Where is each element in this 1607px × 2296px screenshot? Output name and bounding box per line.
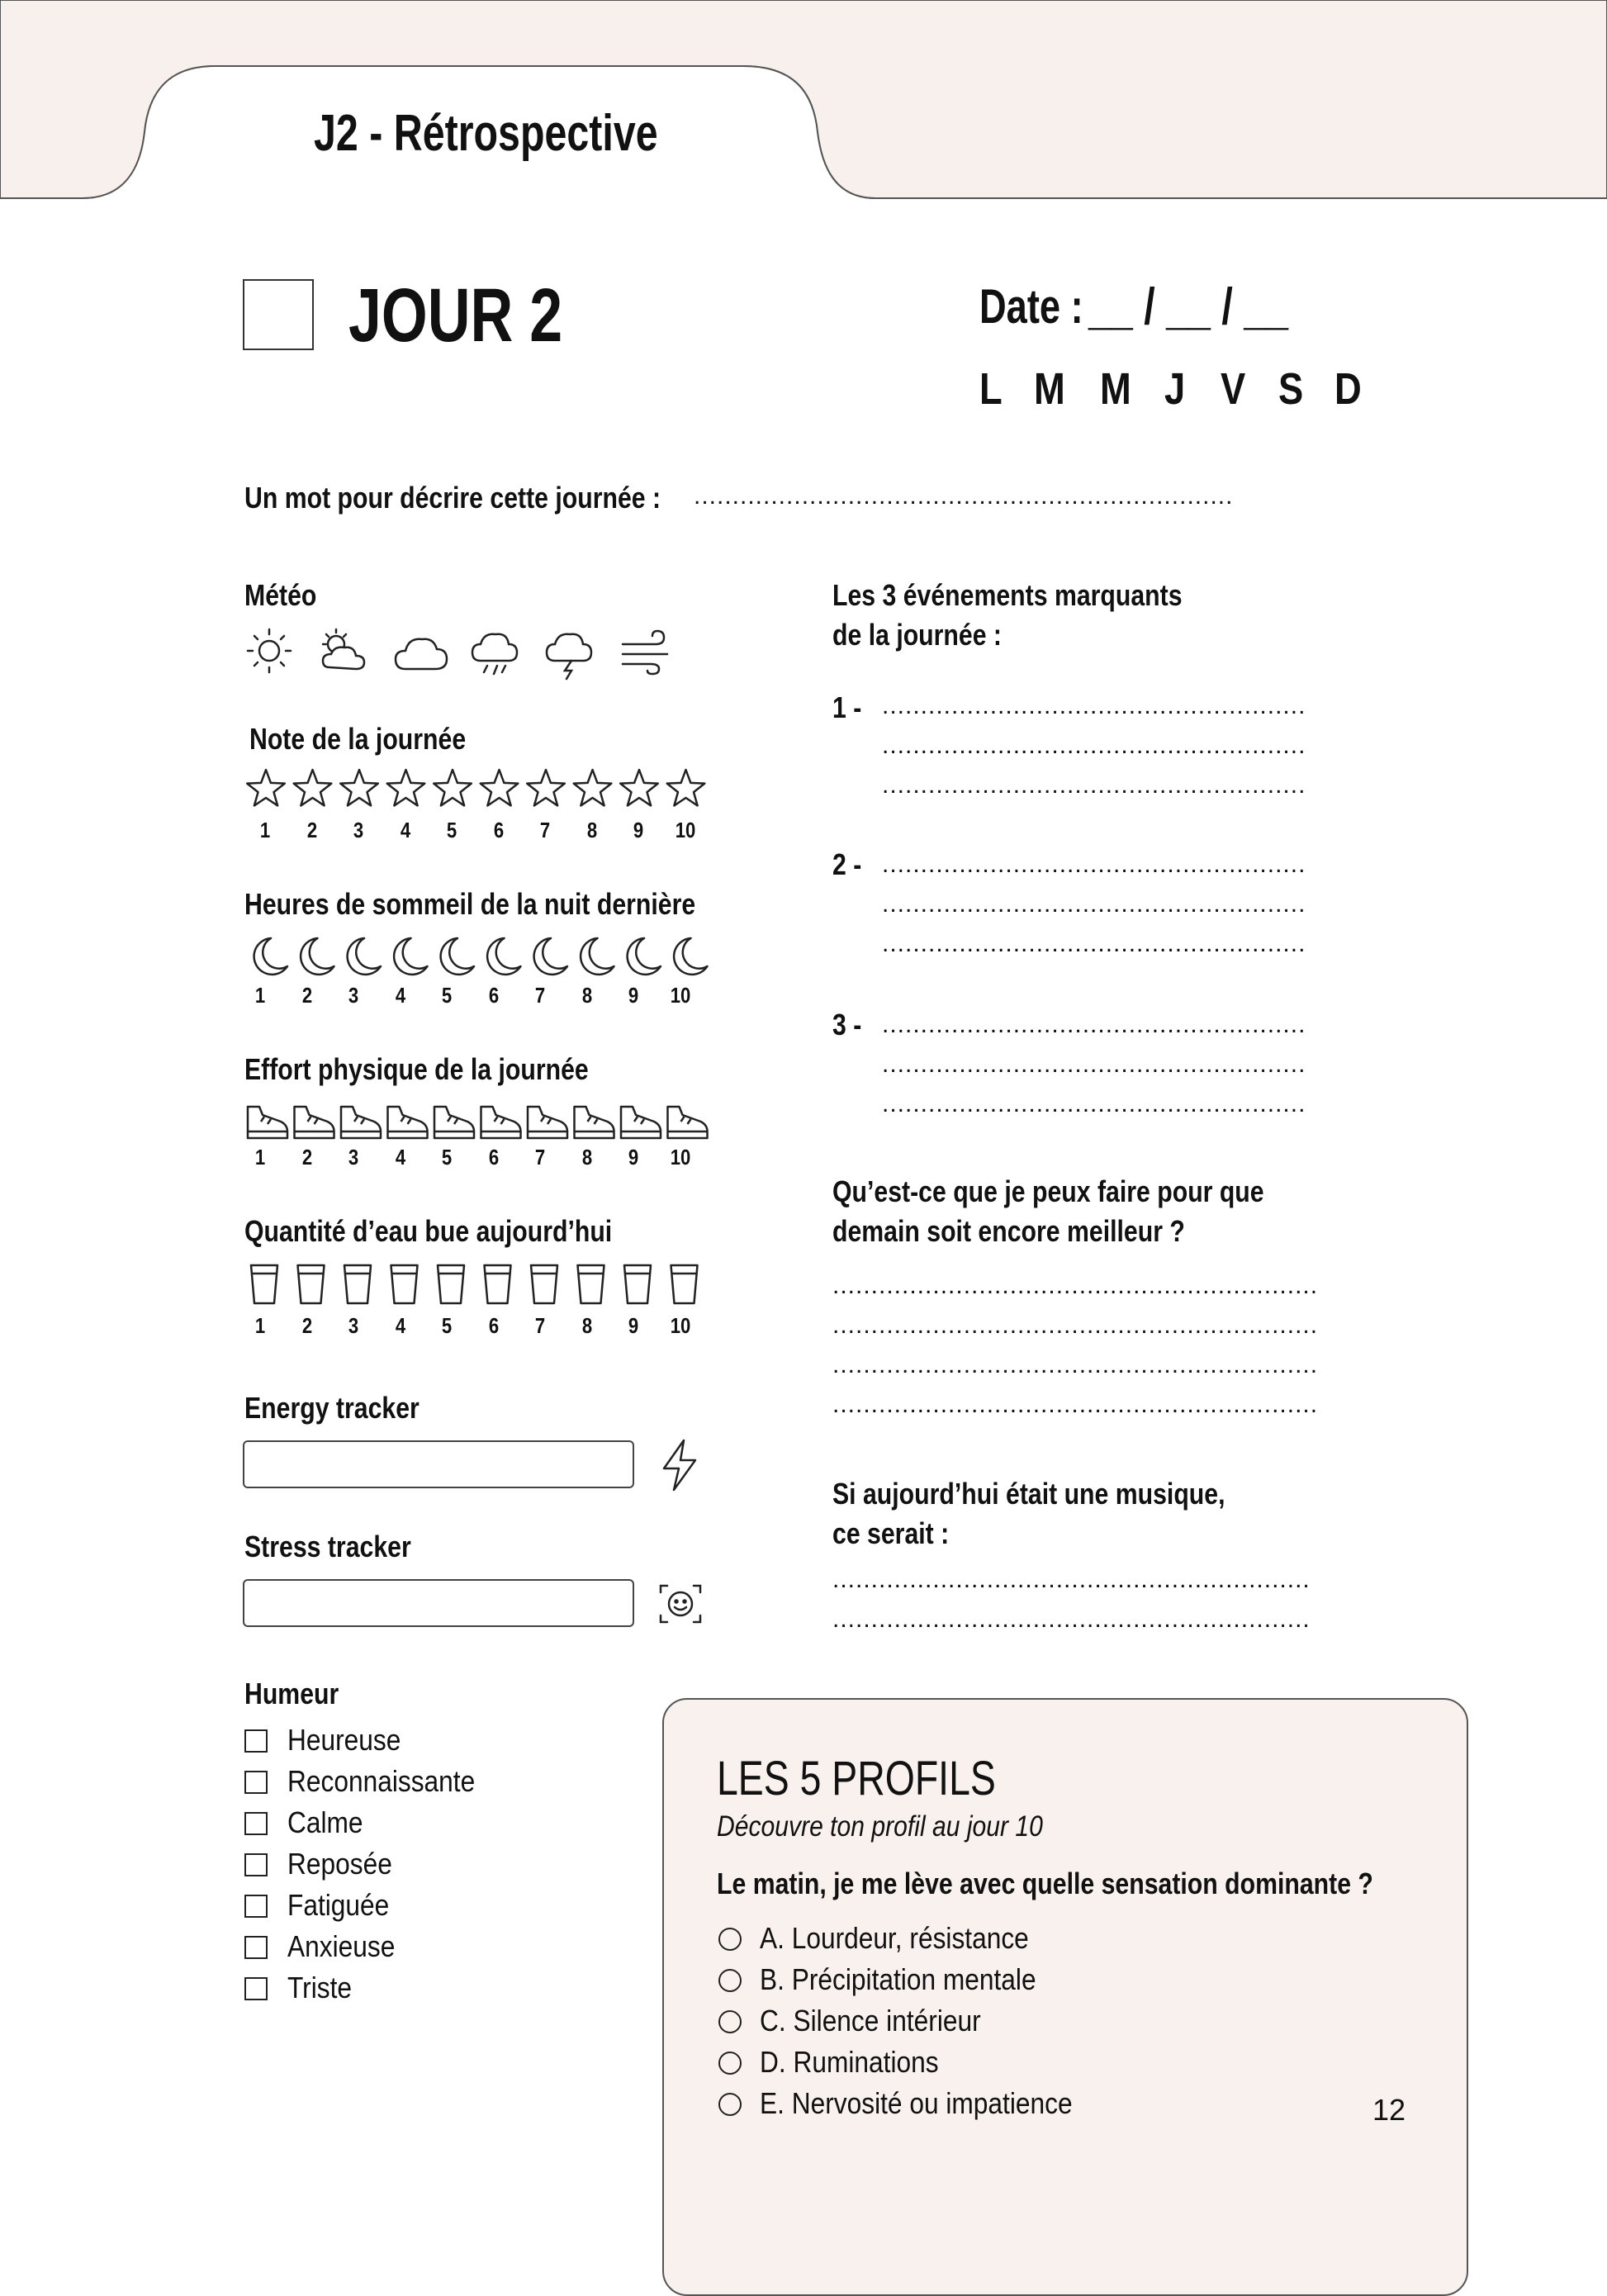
effort-number: 3 [348,1145,359,1169]
humeur-option-label: Reposée [287,1847,392,1881]
energy-label: Energy tracker [244,1391,420,1425]
sun-cloud-icon[interactable] [323,629,364,669]
profil-option-label: B. Précipitation mentale [760,1962,1036,1996]
profil-radio[interactable] [718,2010,742,2033]
sommeil-number: 9 [628,983,639,1008]
glass-icon[interactable] [624,1265,651,1303]
moon-icon[interactable] [628,938,661,975]
sommeil-number: 3 [348,983,359,1008]
moon-icon[interactable] [487,938,520,975]
note-number: 7 [539,818,551,842]
cloud-icon[interactable] [396,639,447,669]
moon-icon[interactable] [394,938,427,975]
moons-row [244,933,715,980]
note-number: 3 [353,818,364,842]
profil-option-label: A. Lourdeur, résistance [760,1921,1029,1955]
humeur-option-label: Heureuse [287,1723,401,1757]
event-line[interactable]: ....................................................... [882,1051,1306,1078]
humeur-option[interactable] [244,1805,657,1847]
effort-number: 10 [670,1145,690,1169]
stress-label: Stress tracker [244,1530,411,1563]
humeur-checkbox[interactable] [244,1771,268,1794]
humeur-checkbox[interactable] [244,1853,268,1876]
humeur-checkbox[interactable] [244,1895,268,1918]
humeur-option[interactable] [244,1971,657,2012]
improve-line1: Qu’est-ce que je peux faire pour que [832,1174,1264,1208]
effort-number: 6 [488,1145,499,1169]
stress-bar[interactable] [243,1579,634,1627]
glass-icon[interactable] [671,1265,698,1303]
moon-icon[interactable] [254,938,287,975]
event-number-2: 2 - [832,847,862,881]
sommeil-number: 4 [395,983,405,1008]
header-band [0,0,1607,202]
moon-icon[interactable] [674,938,707,975]
humeur-option[interactable] [244,1847,657,1888]
weekday-j[interactable]: J [1164,364,1186,414]
event-line[interactable]: ....................................................... [882,890,1306,918]
music-line[interactable]: .............................................................. [832,1606,1311,1633]
lightning-icon [659,1439,700,1492]
weekday-l[interactable]: L [979,364,1003,414]
glass-icon[interactable] [251,1265,277,1303]
event-line[interactable]: ....................................................... [882,732,1306,759]
humeur-option[interactable] [244,1764,657,1805]
glass-icon[interactable] [344,1265,371,1303]
moon-icon[interactable] [534,938,567,975]
humeur-checkbox[interactable] [244,1812,268,1835]
note-number: 1 [259,818,271,842]
meteo-icons [239,621,677,679]
weekday-d[interactable]: D [1334,364,1362,414]
glass-icon[interactable] [578,1265,604,1303]
event-line[interactable]: ....................................................... [882,1090,1306,1117]
profil-radio[interactable] [718,2093,742,2116]
day-title: JOUR 2 [348,273,563,358]
stars-row [244,766,715,813]
event-line[interactable]: ....................................................... [882,692,1306,719]
profil-option-label: C. Silence intérieur [760,2004,981,2037]
shoe-icon[interactable] [248,1107,287,1138]
profils-question: Le matin, je me lève avec quelle sensation dominante ? [717,1867,1373,1900]
glass-icon[interactable] [391,1265,418,1303]
day-done-checkbox[interactable] [243,279,314,350]
event-number-3: 3 - [832,1008,862,1041]
profils-subtitle: Découvre ton profil au jour 10 [717,1810,1043,1843]
star-icon[interactable] [527,770,565,805]
event-number-1: 1 - [832,690,862,724]
glass-icon[interactable] [485,1265,511,1303]
eau-numbers [239,1313,710,1343]
sun-icon[interactable] [248,629,291,672]
humeur-option-label: Calme [287,1805,363,1839]
note-number: 4 [400,818,410,842]
shoe-icon[interactable] [295,1107,334,1138]
eau-number: 8 [581,1313,592,1338]
date-blank[interactable]: __ / __ / __ [1088,278,1288,335]
eau-number: 5 [441,1313,453,1338]
effort-number: 5 [441,1145,453,1169]
event-line[interactable]: ....................................................... [882,930,1306,957]
star-icon[interactable] [294,770,332,805]
moon-icon[interactable] [348,938,381,975]
star-icon[interactable] [667,770,705,805]
note-number: 6 [493,818,504,842]
shoe-icon[interactable] [528,1107,567,1138]
humeur-checkbox[interactable] [244,1977,268,2000]
music-line[interactable]: .............................................................. [832,1566,1311,1593]
improve-line[interactable]: ............................................................... [832,1391,1319,1418]
events-title-line1: Les 3 événements marquants [832,578,1183,612]
humeur-option-label: Triste [287,1971,353,2004]
profil-option-label: D. Ruminations [760,2045,939,2079]
note-number: 10 [675,818,695,842]
event-line[interactable]: ....................................................... [882,771,1306,799]
effort-label: Effort physique de la journée [244,1052,589,1086]
note-number: 8 [586,818,597,842]
eau-number: 7 [534,1313,546,1338]
profils-title: LES 5 PROFILS [717,1752,996,1805]
humeur-option[interactable] [244,1723,657,1764]
shoe-icon[interactable] [341,1107,381,1138]
sommeil-number: 6 [488,983,499,1008]
note-label: Note de la journée [249,722,467,756]
humeur-label: Humeur [244,1677,339,1710]
star-icon[interactable] [434,770,472,805]
profil-option[interactable] [717,2004,1295,2045]
note-number: 2 [306,818,317,842]
sommeil-number: 7 [534,983,546,1008]
meteo-label: Météo [244,578,317,612]
humeur-option-label: Anxieuse [287,1929,396,1963]
glasses-row [244,1262,715,1308]
moon-icon[interactable] [581,938,614,975]
profil-option-label: E. Nervosité ou impatience [760,2086,1073,2120]
storm-icon[interactable] [547,634,591,679]
events-title-line2: de la journée : [832,618,1003,652]
note-number: 9 [633,818,644,842]
improve-line2: demain soit encore meilleur ? [832,1214,1185,1248]
face-icon [657,1581,704,1627]
humeur-option-label: Fatiguée [287,1888,390,1922]
effort-number: 1 [254,1145,266,1169]
sommeil-number: 8 [581,983,592,1008]
music-line1: Si aujourd’hui était une musique, [832,1477,1225,1511]
page-number: 12 [1372,2093,1406,2127]
eau-number: 1 [254,1313,266,1338]
humeur-checkbox[interactable] [244,1729,268,1753]
shoe-icon[interactable] [575,1107,614,1138]
shoes-row [244,1102,715,1140]
profil-option[interactable] [717,2086,1295,2128]
profil-option[interactable] [717,2045,1295,2086]
humeur-option[interactable] [244,1888,657,1929]
energy-bar[interactable] [243,1440,634,1488]
glass-icon[interactable] [531,1265,557,1303]
glass-icon[interactable] [438,1265,464,1303]
word-prompt-label: Un mot pour décrire cette journée : [244,481,661,515]
profil-radio[interactable] [718,2052,742,2075]
improve-line[interactable]: ............................................................... [832,1272,1319,1299]
humeur-option-label: Reconnaissante [287,1764,476,1798]
eau-number: 3 [348,1313,359,1338]
moon-icon[interactable] [441,938,474,975]
date-label: Date : [979,280,1083,334]
humeur-list [244,1723,657,2020]
music-line2: ce serait : [832,1516,950,1550]
glass-icon[interactable] [298,1265,325,1303]
star-icon[interactable] [574,770,612,805]
humeur-option[interactable] [244,1929,657,1971]
eau-number: 9 [628,1313,639,1338]
eau-number: 2 [301,1313,312,1338]
shoe-icon[interactable] [668,1107,708,1138]
sommeil-number: 10 [670,983,690,1008]
star-icon[interactable] [620,770,658,805]
star-icon[interactable] [387,770,425,805]
sommeil-number: 2 [301,983,312,1008]
sommeil-number: 1 [254,983,266,1008]
profil-radio[interactable] [718,1969,742,1992]
effort-number: 7 [534,1145,546,1169]
star-icon[interactable] [481,770,519,805]
star-icon[interactable] [247,770,285,805]
rain-icon[interactable] [472,634,517,674]
shoe-icon[interactable] [388,1107,428,1138]
eau-number: 10 [670,1313,690,1338]
event-line[interactable]: ....................................................... [882,1011,1306,1038]
note-number: 5 [446,818,457,842]
improve-line[interactable]: ............................................................... [832,1351,1319,1378]
word-prompt-line[interactable]: ...................................................................... [694,482,1234,510]
weekday-s[interactable]: S [1278,364,1304,414]
shoe-icon[interactable] [481,1107,521,1138]
effort-number: 8 [581,1145,592,1169]
profil-option[interactable] [717,1962,1295,2004]
wind-icon[interactable] [623,631,667,674]
humeur-checkbox[interactable] [244,1936,268,1959]
improve-line[interactable]: ............................................................... [832,1312,1319,1339]
shoe-icon[interactable] [621,1107,661,1138]
weekday-m2[interactable]: M [1100,364,1131,414]
effort-number: 2 [301,1145,312,1169]
moon-icon[interactable] [301,938,334,975]
eau-number: 4 [395,1313,405,1338]
tab-title: J2 - Rétrospective [314,105,658,162]
star-icon[interactable] [340,770,378,805]
weekday-m1[interactable]: M [1034,364,1065,414]
event-line[interactable]: ....................................................... [882,851,1306,878]
profil-option[interactable] [717,1921,1295,1962]
eau-label: Quantité d’eau bue aujourd’hui [244,1214,613,1248]
weekday-row [979,363,1376,413]
profils-options [717,1921,1295,2136]
note-numbers [244,818,715,847]
weekday-v[interactable]: V [1221,364,1246,414]
effort-number: 4 [395,1145,405,1169]
sommeil-label: Heures de sommeil de la nuit dernière [244,887,696,921]
shoe-icon[interactable] [434,1107,474,1138]
effort-number: 9 [628,1145,639,1169]
eau-number: 6 [488,1313,499,1338]
profil-radio[interactable] [718,1928,742,1951]
sommeil-number: 5 [441,983,453,1008]
effort-numbers [239,1145,710,1174]
sommeil-numbers [239,983,710,1013]
